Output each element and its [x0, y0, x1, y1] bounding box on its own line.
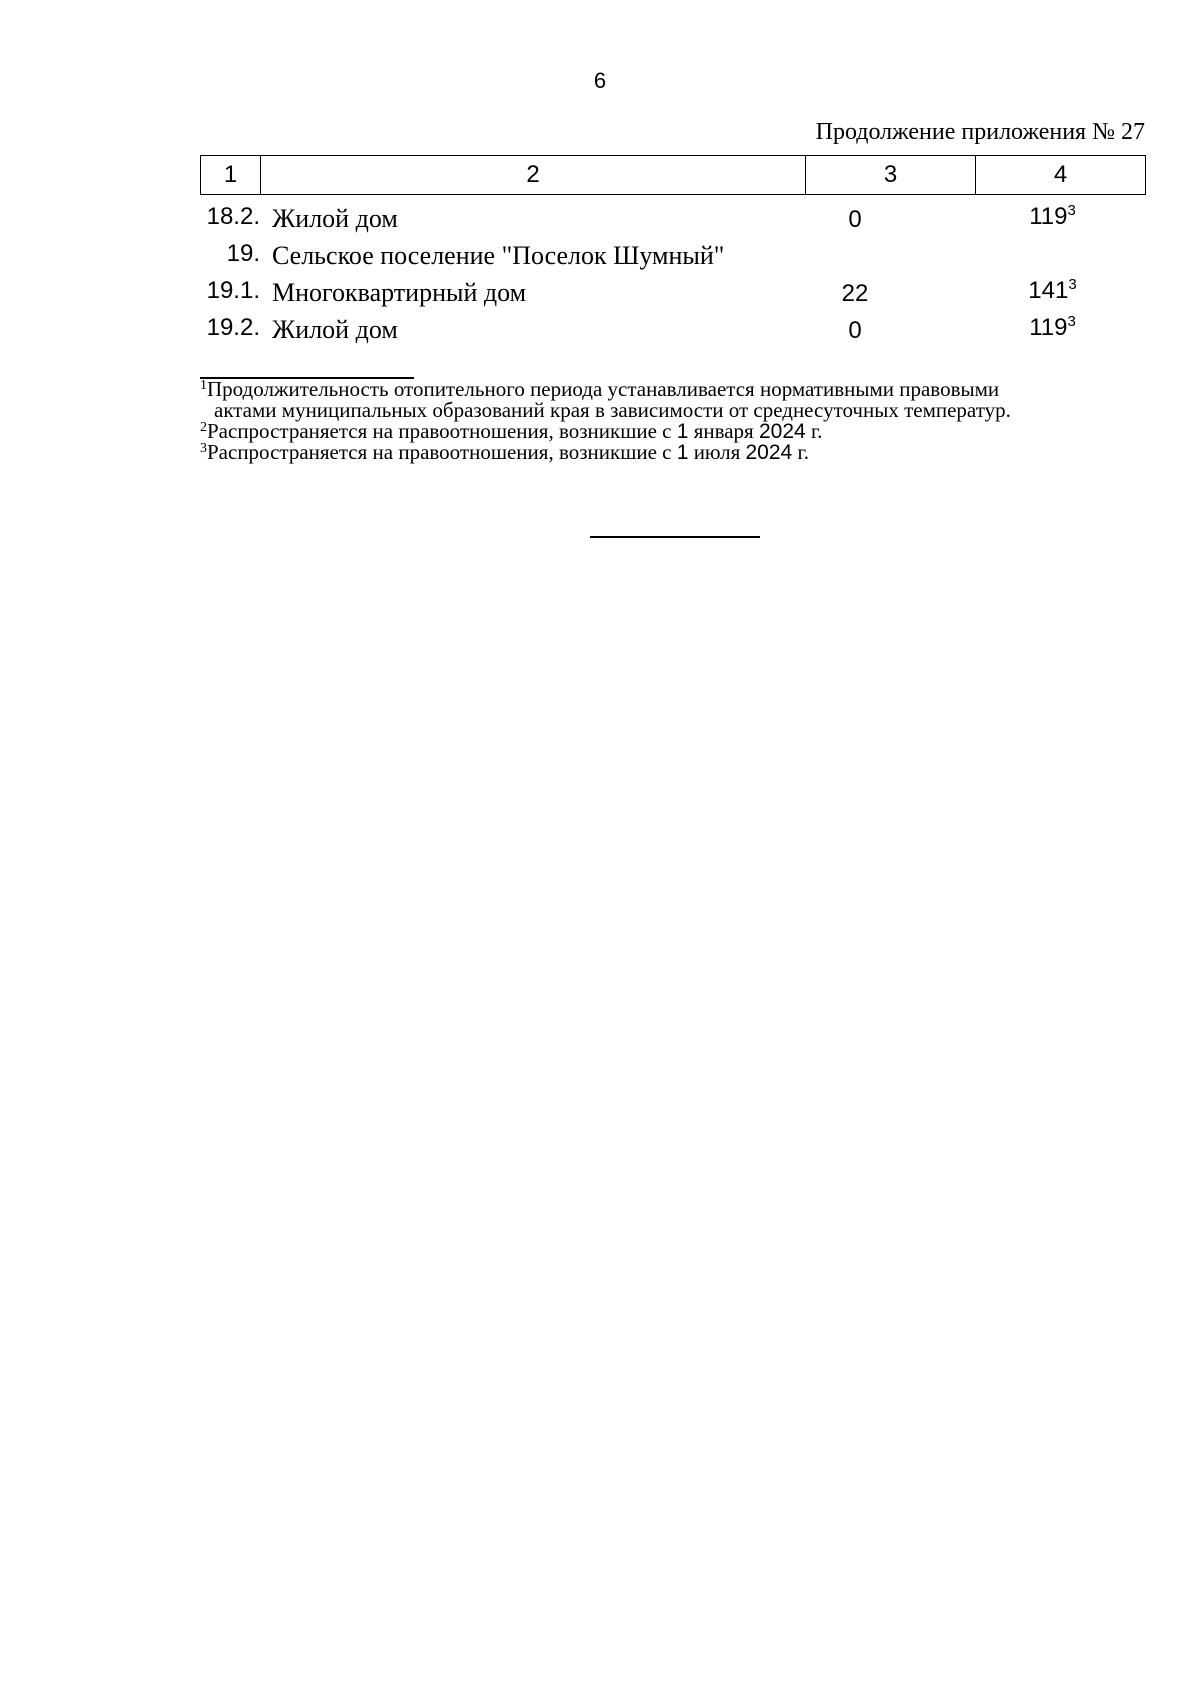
row-name: Многоквартирный дом — [272, 278, 527, 307]
table-row — [200, 237, 1145, 274]
header-row — [201, 156, 1146, 195]
footnote-3 — [200, 442, 1145, 463]
row-number: 19.2. — [206, 314, 260, 341]
footnote-text: г. — [792, 440, 809, 464]
footnote-year: 2024 — [758, 420, 806, 443]
footnote-1 — [200, 379, 1145, 400]
footnote-text: Продолжительность отопительного периода устанавливается нормативными правовыми — [207, 377, 1000, 401]
header-cell-1: 1 — [201, 156, 261, 195]
row-number: 19. — [226, 240, 260, 267]
header-cell-2: 2 — [261, 156, 806, 195]
footnote-text: Распространяется на правоотношения, возникшие с — [207, 440, 677, 464]
footnote-mark: 2 — [200, 420, 207, 435]
row-value-col4-number: 141 — [1028, 277, 1069, 304]
footnote-text: января — [688, 419, 759, 443]
footnote-text: г. — [805, 419, 823, 443]
footnotes — [200, 379, 1145, 463]
table-row — [200, 311, 1145, 348]
appendix-continuation-label: Продолжение приложения № 27 — [815, 119, 1145, 145]
row-number: 18.2. — [206, 203, 260, 230]
footnote-ref: 3 — [1068, 276, 1077, 293]
footnote-ref: 3 — [1067, 202, 1076, 219]
footnote-year: 2024 — [745, 441, 793, 464]
row-value-col4 — [960, 277, 1145, 305]
row-value-col4-number: 119 — [1029, 203, 1068, 230]
row-name: Сельское поселение "Поселок Шумный" — [272, 241, 725, 270]
row-value-col4 — [960, 314, 1145, 342]
header-cell-3: 3 — [806, 156, 976, 195]
footnote-text: июля — [688, 440, 746, 464]
document-end-rule — [590, 536, 760, 538]
footnote-day: 1 — [676, 441, 689, 464]
row-value-col4 — [960, 203, 1145, 231]
table-body — [200, 200, 1145, 348]
footnote-1-continuation — [200, 400, 1145, 421]
table-row — [200, 200, 1145, 237]
table-row — [200, 274, 1145, 311]
row-name: Жилой дом — [272, 204, 398, 233]
footnote-ref: 3 — [1067, 313, 1076, 330]
row-value-col3: 22 — [841, 280, 869, 307]
footnote-day: 1 — [676, 420, 689, 443]
row-name: Жилой дом — [272, 315, 398, 344]
footnote-text: актами муниципальных образований края в зависимости от среднесуточных температур. — [214, 398, 1011, 422]
footnote-mark: 3 — [200, 441, 207, 456]
row-value-col4-number: 119 — [1029, 314, 1068, 341]
row-value-col3: 0 — [848, 317, 862, 344]
footnote-mark: 1 — [200, 378, 207, 393]
row-number: 19.1. — [206, 277, 260, 304]
column-number-header — [200, 155, 1146, 195]
footnote-text: Распространяется на правоотношения, возникшие с — [207, 419, 677, 443]
row-value-col3: 0 — [848, 206, 862, 233]
page-number: 6 — [593, 68, 607, 93]
footnote-2 — [200, 421, 1145, 442]
header-cell-4: 4 — [976, 156, 1146, 195]
